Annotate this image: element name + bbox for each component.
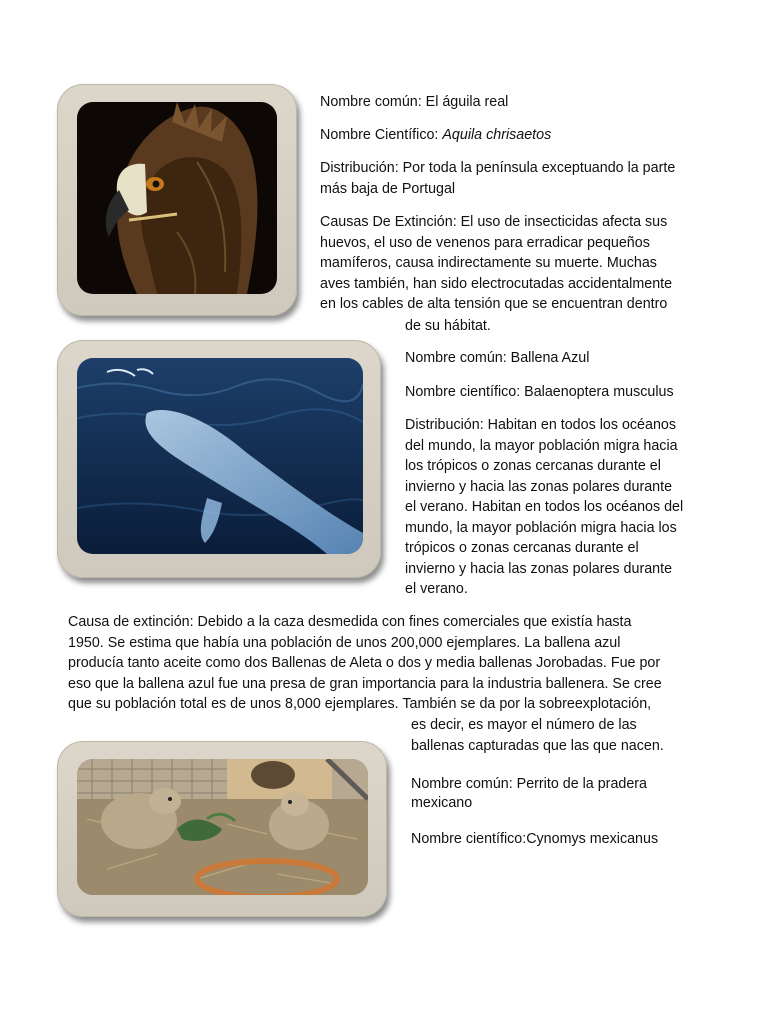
eagle-causes-line: mamíferos, causa indirectamente su muerte. Muchas [320, 255, 657, 271]
prairie-dog-scientific-name: Nombre científico:Cynomys mexicanus [411, 831, 659, 847]
whale-causes-line: que su población total es de unos 8,000 ejemplares. También se da por la sobreexplotación, [68, 696, 652, 712]
whale-distribution-line: Distribución: Habitan en todos los océanos [405, 417, 677, 433]
whale-scientific-name: Nombre científico: Balaenoptera musculus [405, 384, 674, 400]
whale-distribution-line: del mundo, la mayor población migra hacia [405, 437, 678, 454]
eagle-distribution-line: más baja de Portugal [320, 180, 456, 197]
whale-causes-line: 1950. Se estima que había una población de unos 200,000 ejemplares. La ballena azul [68, 634, 621, 651]
whale-causes-end [411, 715, 664, 756]
eagle-scientific-label: Nombre Científico: [320, 127, 443, 143]
prairie-dog-common-name-line: Nombre común: Perrito de la pradera [411, 776, 648, 792]
eagle-causes-line: en los cables de alta tensión que se encuentran dentro [320, 296, 668, 312]
eagle-causes-end: de su hábitat. [405, 318, 491, 334]
whale-distribution-line: invierno y hacia las zonas polares durante [405, 478, 673, 495]
eagle-causes-line: Causas De Extinción: El uso de insecticidas afecta sus [320, 214, 668, 230]
whale-causes-line: eso que la ballena azul fue una presa de gran importancia para la industria ballenera. Se cree [68, 675, 662, 692]
whale-causes-end-line: ballenas capturadas que las que nacen. [411, 737, 664, 754]
eagle-distribution-line: Distribución: Por toda la península exceptuando la parte [320, 160, 676, 176]
whale-causes-line: Causa de extinción: Debido a la caza desmedida con fines comerciales que existía hasta [68, 614, 632, 630]
eagle-common-name: Nombre común: El águila real [320, 94, 509, 110]
whale-common-name: Nombre común: Ballena Azul [405, 350, 590, 366]
whale-distribution [405, 415, 683, 600]
prairie-dog-photo [77, 759, 368, 895]
whale-photo [77, 358, 363, 554]
prairie-dog-common-name-line: mexicano [411, 794, 473, 811]
whale-distribution-line: trópicos o zonas cercanas durante el [405, 540, 639, 556]
whale-distribution-line: mundo, la mayor población migra hacia los [405, 519, 677, 536]
eagle-distribution [320, 158, 675, 199]
prairie-dog-common-name [411, 774, 647, 813]
eagle-scientific-name [320, 125, 551, 146]
whale-distribution-line: el verano. Habitan en todos los océanos del [405, 499, 684, 515]
whale-causes-line: producía tanto aceite como dos Ballenas de Aleta o dos y media ballenas Jorobadas. Fue por [68, 655, 661, 671]
eagle-causes-line: huevos, el uso de venenos para erradicar pequeños [320, 234, 650, 251]
whale-causes-end-line: es decir, es mayor el número de las [411, 717, 637, 733]
eagle-photo [77, 102, 277, 294]
whale-distribution-line: el verano. [405, 581, 468, 597]
eagle-causes [320, 212, 672, 315]
eagle-causes-line: aves también, han sido electrocutadas accidentalmente [320, 275, 673, 292]
whale-distribution-line: invierno y hacia las zonas polares durante [405, 560, 673, 577]
eagle-scientific-italic: Aquila chrisaetos [442, 127, 552, 143]
whale-causes [68, 612, 662, 715]
whale-distribution-line: los trópicos o zonas cercanas durante el [405, 458, 661, 474]
